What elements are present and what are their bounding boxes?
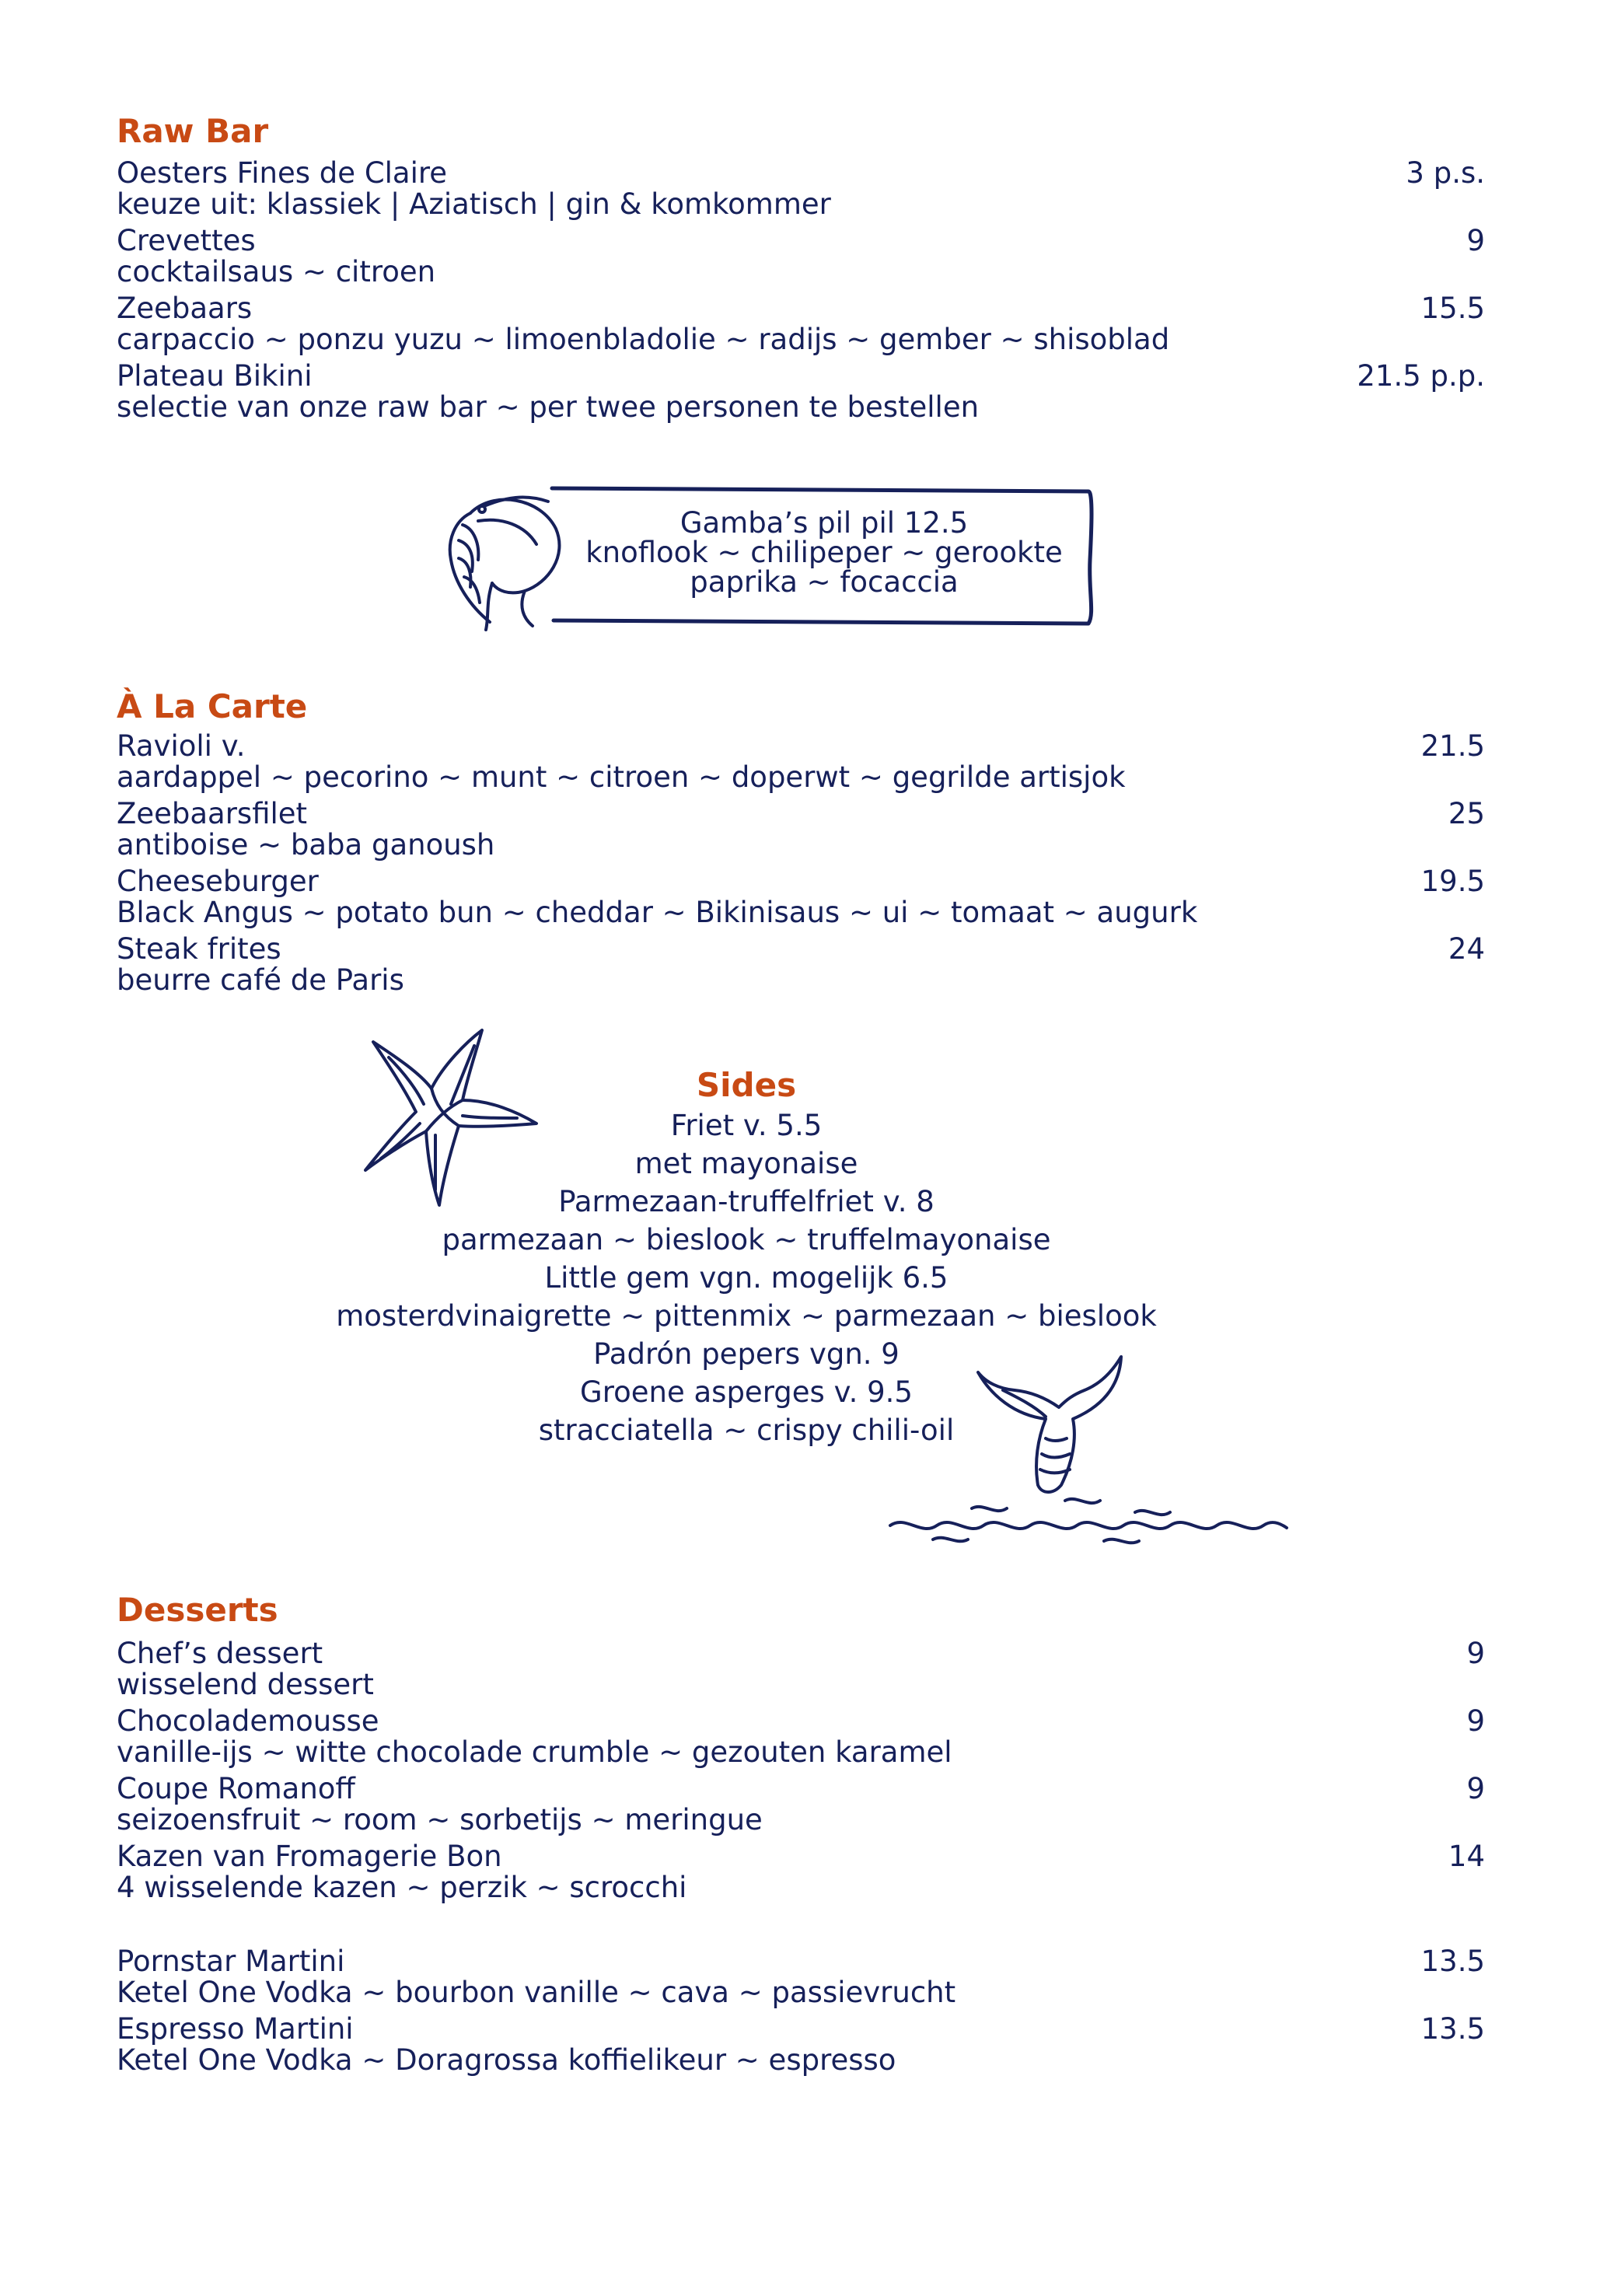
menu-item	[117, 158, 1485, 220]
a-la-carte-title: À La Carte	[117, 687, 308, 725]
item-description: antiboise ~ baba ganoush	[117, 828, 495, 861]
item-description: beurre café de Paris	[117, 963, 404, 997]
item-price: 13.5	[1420, 1945, 1485, 1978]
side-item	[327, 1183, 1166, 1221]
item-description: wisselend dessert	[117, 1668, 374, 1701]
item-description: vanille-ijs ~ witte chocolade crumble ~ gezouten karamel	[117, 1735, 952, 1769]
item-description: cocktailsaus ~ citroen	[117, 255, 436, 288]
menu-item	[117, 1706, 1485, 1768]
item-price: 13.5	[1420, 2012, 1485, 2046]
item-price: 25	[1448, 797, 1485, 830]
item-name: Kazen van Fromagerie Bon	[117, 1840, 502, 1873]
menu-item	[117, 799, 1485, 861]
side-description: met mayonaise	[634, 1147, 858, 1180]
side-suffix: v. 8	[882, 1185, 935, 1218]
item-name: Zeebaars	[117, 292, 253, 325]
side-item	[327, 1259, 1166, 1297]
item-name: Espresso Martini	[117, 2012, 354, 2046]
item-price: 3 p.s.	[1406, 156, 1485, 190]
item-name: Oesters Fines de Claire	[117, 156, 448, 190]
side-suffix: vgn. mogelijk 6.5	[699, 1261, 948, 1295]
item-description: seizoensfruit ~ room ~ sorbetijs ~ meringue	[117, 1803, 763, 1836]
item-name-text: Ravioli	[117, 729, 212, 763]
side-name: Padrón pepers	[593, 1337, 801, 1371]
menu-item	[117, 293, 1485, 355]
item-description: Ketel One Vodka ~ bourbon vanille ~ cava ~ passievrucht	[117, 1976, 956, 2009]
item-description: 4 wisselende kazen ~ perzik ~ scrocchi	[117, 1871, 687, 1904]
special-text	[544, 508, 1104, 597]
side-name: Parmezaan-truffelfriet	[558, 1185, 874, 1218]
item-suffix: v.	[221, 729, 246, 763]
menu-item	[117, 1946, 1485, 2008]
item-description: Ketel One Vodka ~ Doragrossa koffielikeur ~ espresso	[117, 2043, 896, 2077]
special-desc-line1: knoflook ~ chilipeper ~ gerookte	[585, 536, 1063, 569]
menu-item	[117, 1638, 1485, 1700]
item-price: 19.5	[1420, 865, 1485, 898]
item-name: Pornstar Martini	[117, 1945, 345, 1978]
menu-item	[117, 934, 1485, 996]
side-name: Groene asperges	[580, 1375, 825, 1409]
item-price: 21.5 p.p.	[1357, 359, 1485, 393]
menu-item	[117, 1774, 1485, 1836]
item-price: 24	[1448, 932, 1485, 966]
side-name: Friet	[670, 1109, 735, 1142]
menu-item	[117, 1841, 1485, 1903]
menu-item	[117, 361, 1485, 423]
special-price: 12.5	[903, 506, 969, 540]
item-name: Chef’s dessert	[117, 1637, 323, 1670]
special-box	[544, 482, 1096, 630]
item-name: Plateau Bikini	[117, 359, 313, 393]
item-description: keuze uit: klassiek | Aziatisch | gin & komkommer	[117, 187, 831, 221]
item-name	[117, 731, 1485, 762]
menu-item	[117, 225, 1485, 288]
side-suffix: v. 9.5	[833, 1375, 913, 1409]
special-desc-line2: paprika ~ focaccia	[690, 565, 959, 599]
special-name: Gamba’s pil pil	[679, 506, 896, 540]
item-price: 14	[1448, 1840, 1485, 1873]
side-description: mosterdvinaigrette ~ pittenmix ~ parmezaan ~ bieslook	[336, 1299, 1157, 1333]
item-price: 21.5	[1420, 729, 1485, 763]
whale-tail-icon	[886, 1353, 1291, 1547]
desserts-title: Desserts	[117, 1591, 278, 1629]
item-description: selectie van onze raw bar ~ per twee personen te bestellen	[117, 390, 980, 424]
item-name: Crevettes	[117, 224, 256, 257]
menu-item	[117, 2014, 1485, 2076]
side-description: stracciatella ~ crispy chili-oil	[538, 1414, 955, 1447]
item-price: 9	[1466, 1772, 1485, 1805]
side-suffix: vgn. 9	[809, 1337, 900, 1371]
item-name: Cheeseburger	[117, 865, 319, 898]
item-price: 9	[1466, 1637, 1485, 1670]
side-description: parmezaan ~ bieslook ~ truffelmayonaise	[442, 1223, 1051, 1256]
item-price: 9	[1466, 224, 1485, 257]
menu-item	[117, 731, 1485, 793]
item-description: Black Angus ~ potato bun ~ cheddar ~ Bikinisaus ~ ui ~ tomaat ~ augurk	[117, 896, 1198, 929]
item-price: 15.5	[1420, 292, 1485, 325]
item-name: Steak frites	[117, 932, 281, 966]
item-name: Coupe Romanoff	[117, 1772, 355, 1805]
item-name: Chocolademousse	[117, 1704, 379, 1738]
sides-title: Sides	[696, 1066, 797, 1104]
side-name: Little gem	[544, 1261, 690, 1295]
item-price: 9	[1466, 1704, 1485, 1738]
item-name: Zeebaarsfilet	[117, 797, 308, 830]
item-description: aardappel ~ pecorino ~ munt ~ citroen ~ doperwt ~ gegrilde artisjok	[117, 760, 1126, 794]
menu-item	[117, 866, 1485, 928]
item-description: carpaccio ~ ponzu yuzu ~ limoenbladolie ~ radijs ~ gember ~ shisoblad	[117, 323, 1170, 356]
side-item	[327, 1106, 1166, 1145]
side-suffix: v. 5.5	[742, 1109, 823, 1142]
raw-bar-title: Raw Bar	[117, 112, 269, 150]
